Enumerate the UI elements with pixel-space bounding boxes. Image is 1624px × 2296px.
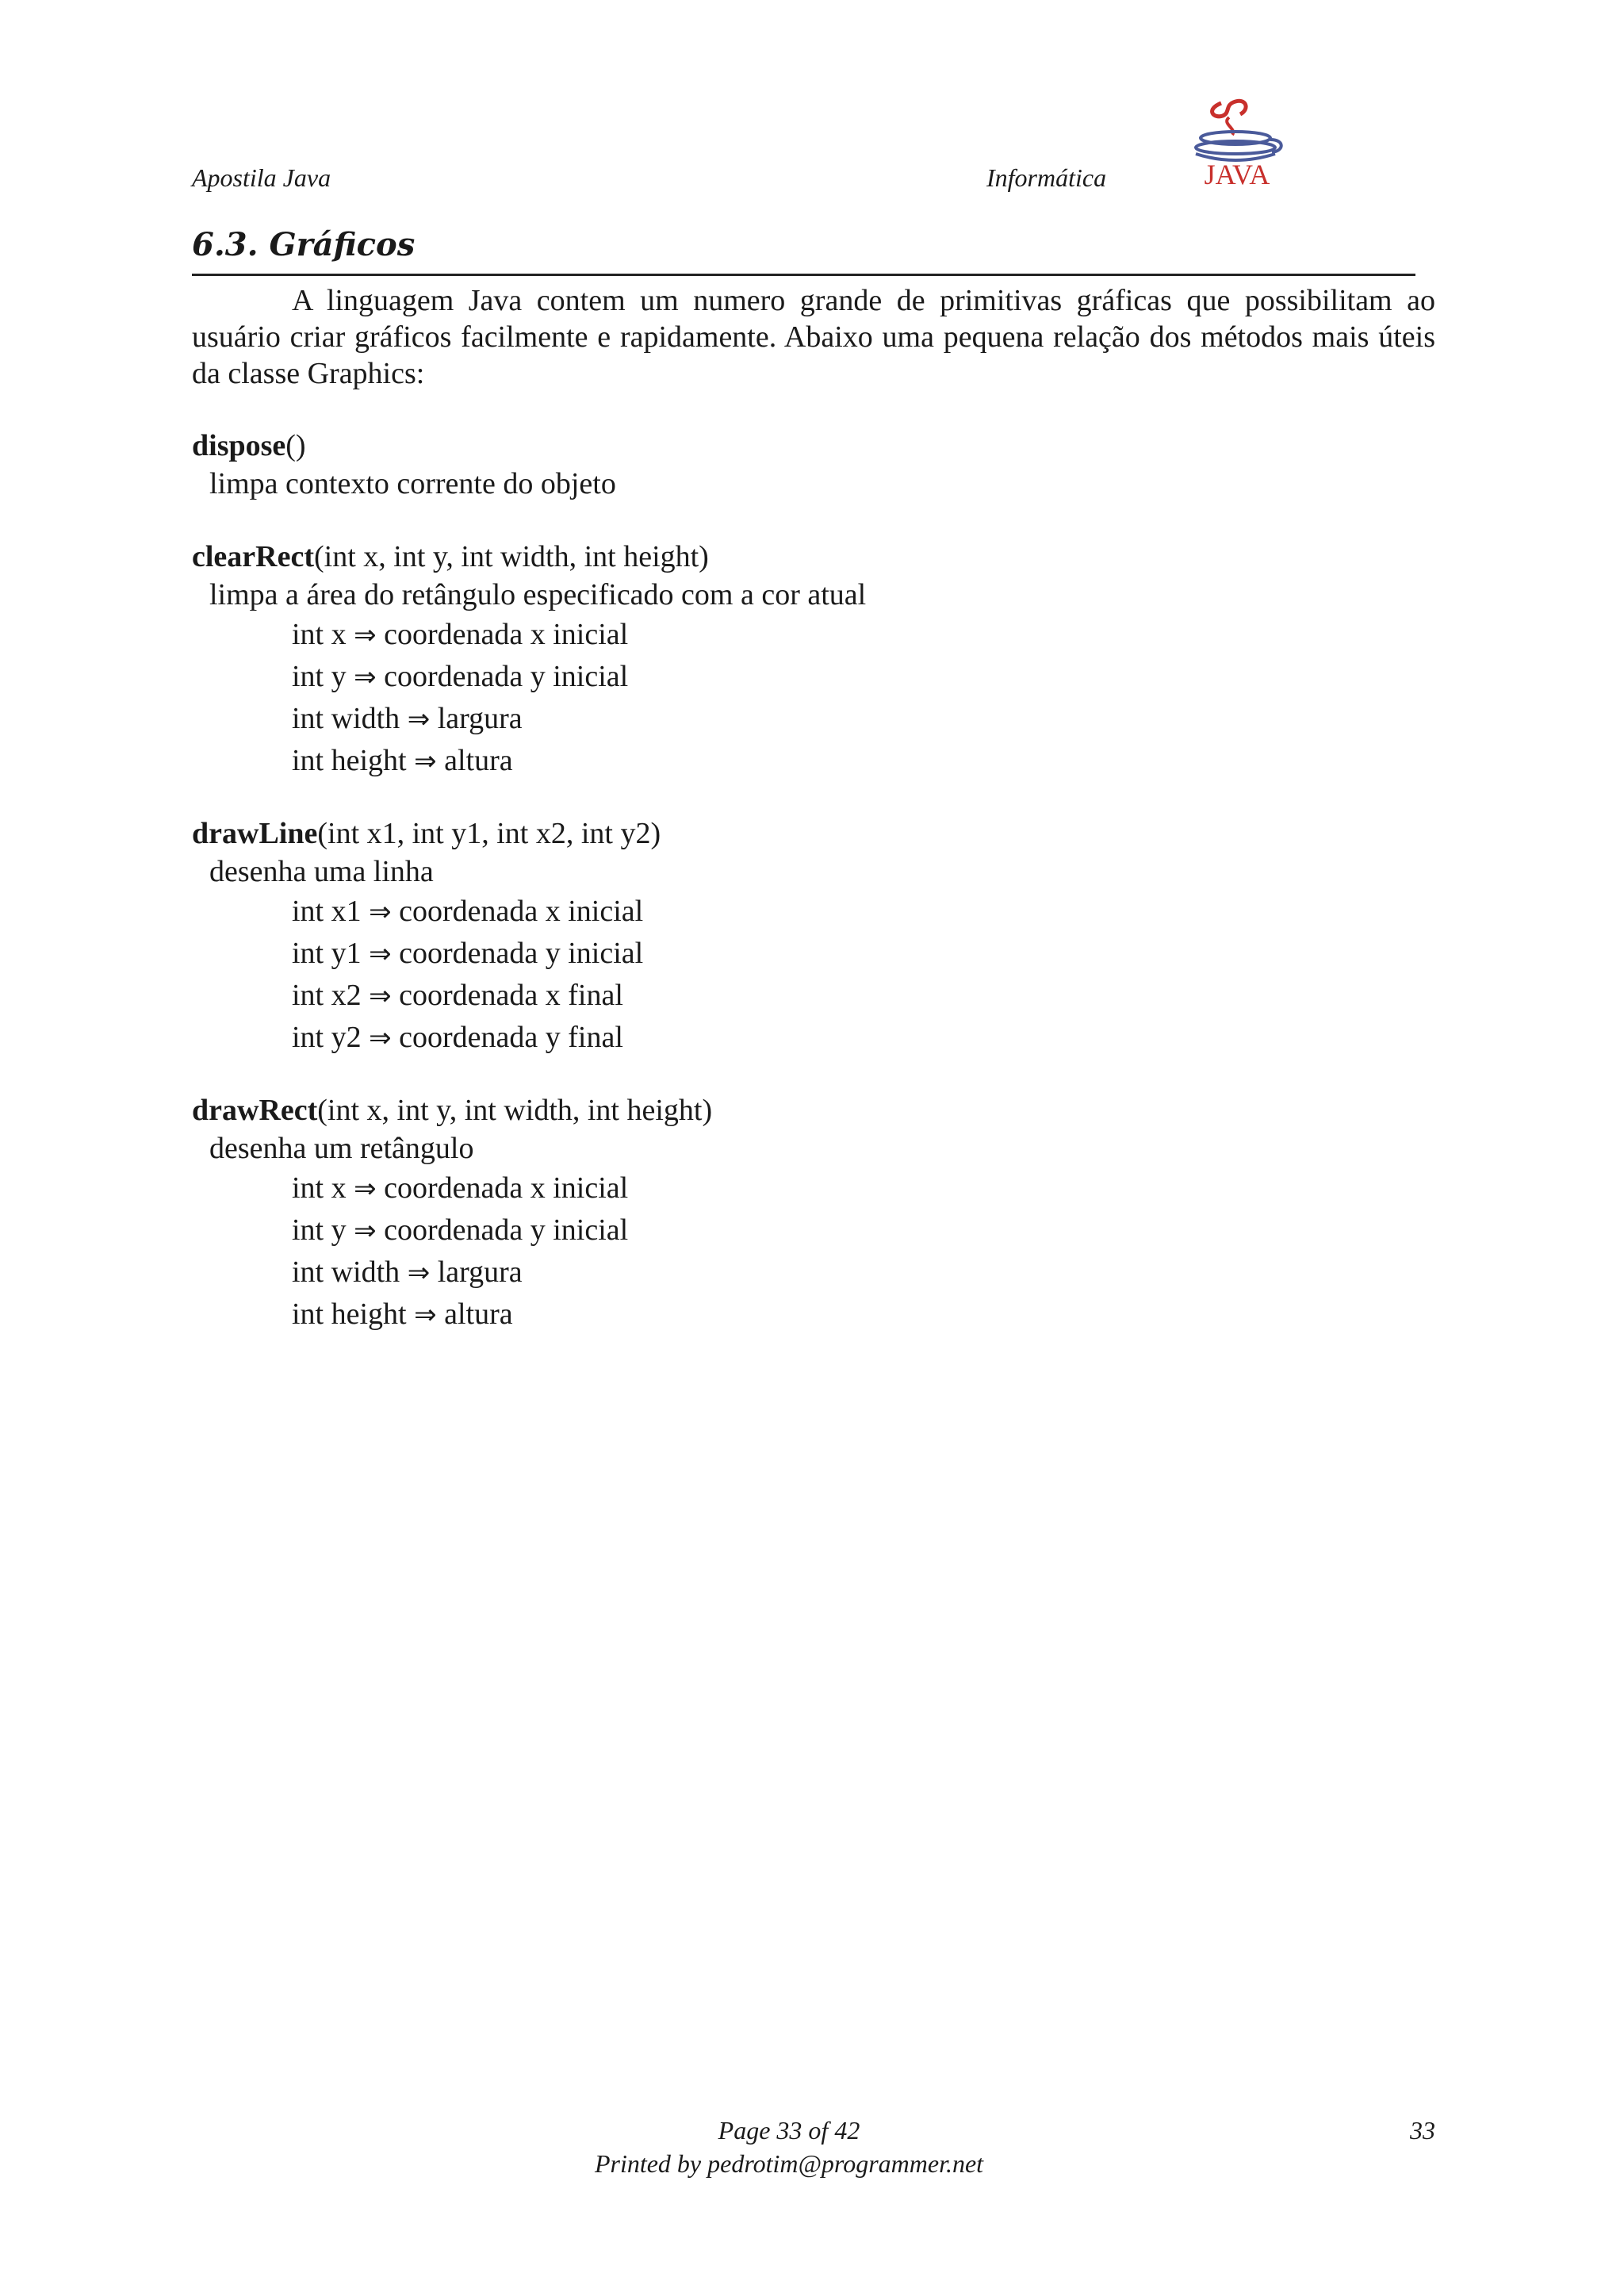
intro-paragraph [192, 282, 1435, 392]
method-description: limpa contexto corrente do objeto [209, 467, 616, 500]
java-cup-icon [1174, 94, 1300, 189]
param-row [192, 614, 866, 656]
param-row [192, 1167, 712, 1209]
param-row [192, 698, 866, 740]
implies-arrow-icon: ⇒ [369, 1022, 392, 1054]
method-signature [192, 815, 661, 853]
footer-page-number: 33 [1410, 2116, 1435, 2145]
header-left: Apostila Java [192, 163, 331, 192]
param-row [192, 975, 661, 1017]
param-name: int height [292, 1297, 407, 1331]
method-args: (int x, int y, int width, int height) [314, 540, 709, 573]
param-meaning: coordenada x inicial [399, 895, 644, 928]
method-name: dispose [192, 429, 286, 462]
param-meaning: coordenada x final [399, 979, 623, 1012]
method-signature [192, 427, 616, 465]
param-row [192, 891, 661, 933]
java-logo [1174, 94, 1300, 189]
method-description: desenha uma linha [209, 855, 434, 888]
implies-arrow-icon: ⇒ [354, 1215, 377, 1247]
param-meaning: coordenada x inicial [384, 618, 629, 651]
section-title: 6.3. Gráficos [192, 226, 416, 263]
param-row [192, 1294, 712, 1336]
param-meaning: coordenada y inicial [384, 1213, 629, 1247]
param-meaning: coordenada x inicial [384, 1171, 629, 1205]
method-dispose [192, 427, 616, 503]
param-row [192, 1251, 712, 1294]
method-name: drawRect [192, 1094, 318, 1127]
param-meaning: altura [444, 744, 513, 777]
param-meaning: largura [437, 1255, 523, 1289]
param-name: int y [292, 660, 347, 693]
param-row [192, 1209, 712, 1251]
param-name: int x2 [292, 979, 362, 1012]
implies-arrow-icon: ⇒ [414, 746, 437, 777]
method-drawline [192, 815, 661, 1059]
param-name: int x1 [292, 895, 362, 928]
param-row [192, 933, 661, 975]
method-args: (int x, int y, int width, int height) [317, 1094, 713, 1127]
param-meaning: coordenada y final [399, 1021, 623, 1054]
footer-page-count: Page 33 of 42 [718, 2116, 860, 2145]
implies-arrow-icon: ⇒ [369, 980, 392, 1012]
param-name: int x [292, 1171, 347, 1205]
param-name: int width [292, 702, 400, 735]
method-name: drawLine [192, 817, 318, 850]
param-meaning: altura [444, 1297, 513, 1331]
param-name: int x [292, 618, 347, 651]
param-name: int width [292, 1255, 400, 1289]
param-row [192, 740, 866, 782]
implies-arrow-icon: ⇒ [354, 619, 377, 651]
title-rule [192, 274, 1415, 276]
param-name: int y1 [292, 937, 362, 970]
method-args: () [285, 429, 306, 462]
method-name: clearRect [192, 540, 314, 573]
param-row [192, 656, 866, 698]
implies-arrow-icon: ⇒ [407, 703, 431, 735]
implies-arrow-icon: ⇒ [414, 1299, 437, 1331]
param-meaning: largura [437, 702, 523, 735]
method-signature [192, 1091, 712, 1129]
param-row [192, 1017, 661, 1059]
param-meaning: coordenada y inicial [399, 937, 644, 970]
param-meaning: coordenada y inicial [384, 660, 629, 693]
method-signature [192, 538, 866, 576]
implies-arrow-icon: ⇒ [369, 938, 392, 970]
footer-printed-by: Printed by pedrotim@programmer.net [594, 2149, 984, 2178]
header-center: Informática [986, 163, 1107, 192]
method-drawrect [192, 1091, 712, 1336]
intro-text: A linguagem Java contem um numero grande de primitivas gráficas que possibilitam ao usuário criar gráficos facilmente e rapidamente. Abaixo uma pequena relação dos métodos mais úteis da classe Graphics: [192, 284, 1435, 390]
param-name: int y2 [292, 1021, 362, 1054]
implies-arrow-icon: ⇒ [369, 896, 392, 928]
param-name: int height [292, 744, 407, 777]
implies-arrow-icon: ⇒ [354, 1173, 377, 1205]
param-name: int y [292, 1213, 347, 1247]
implies-arrow-icon: ⇒ [407, 1257, 431, 1289]
method-description: limpa a área do retângulo especificado com a cor atual [209, 578, 867, 611]
method-clearrect [192, 538, 866, 782]
method-description: desenha um retângulo [209, 1132, 474, 1165]
implies-arrow-icon: ⇒ [354, 661, 377, 693]
method-args: (int x1, int y1, int x2, int y2) [317, 817, 661, 850]
logo-text: JAVA [1204, 159, 1270, 189]
